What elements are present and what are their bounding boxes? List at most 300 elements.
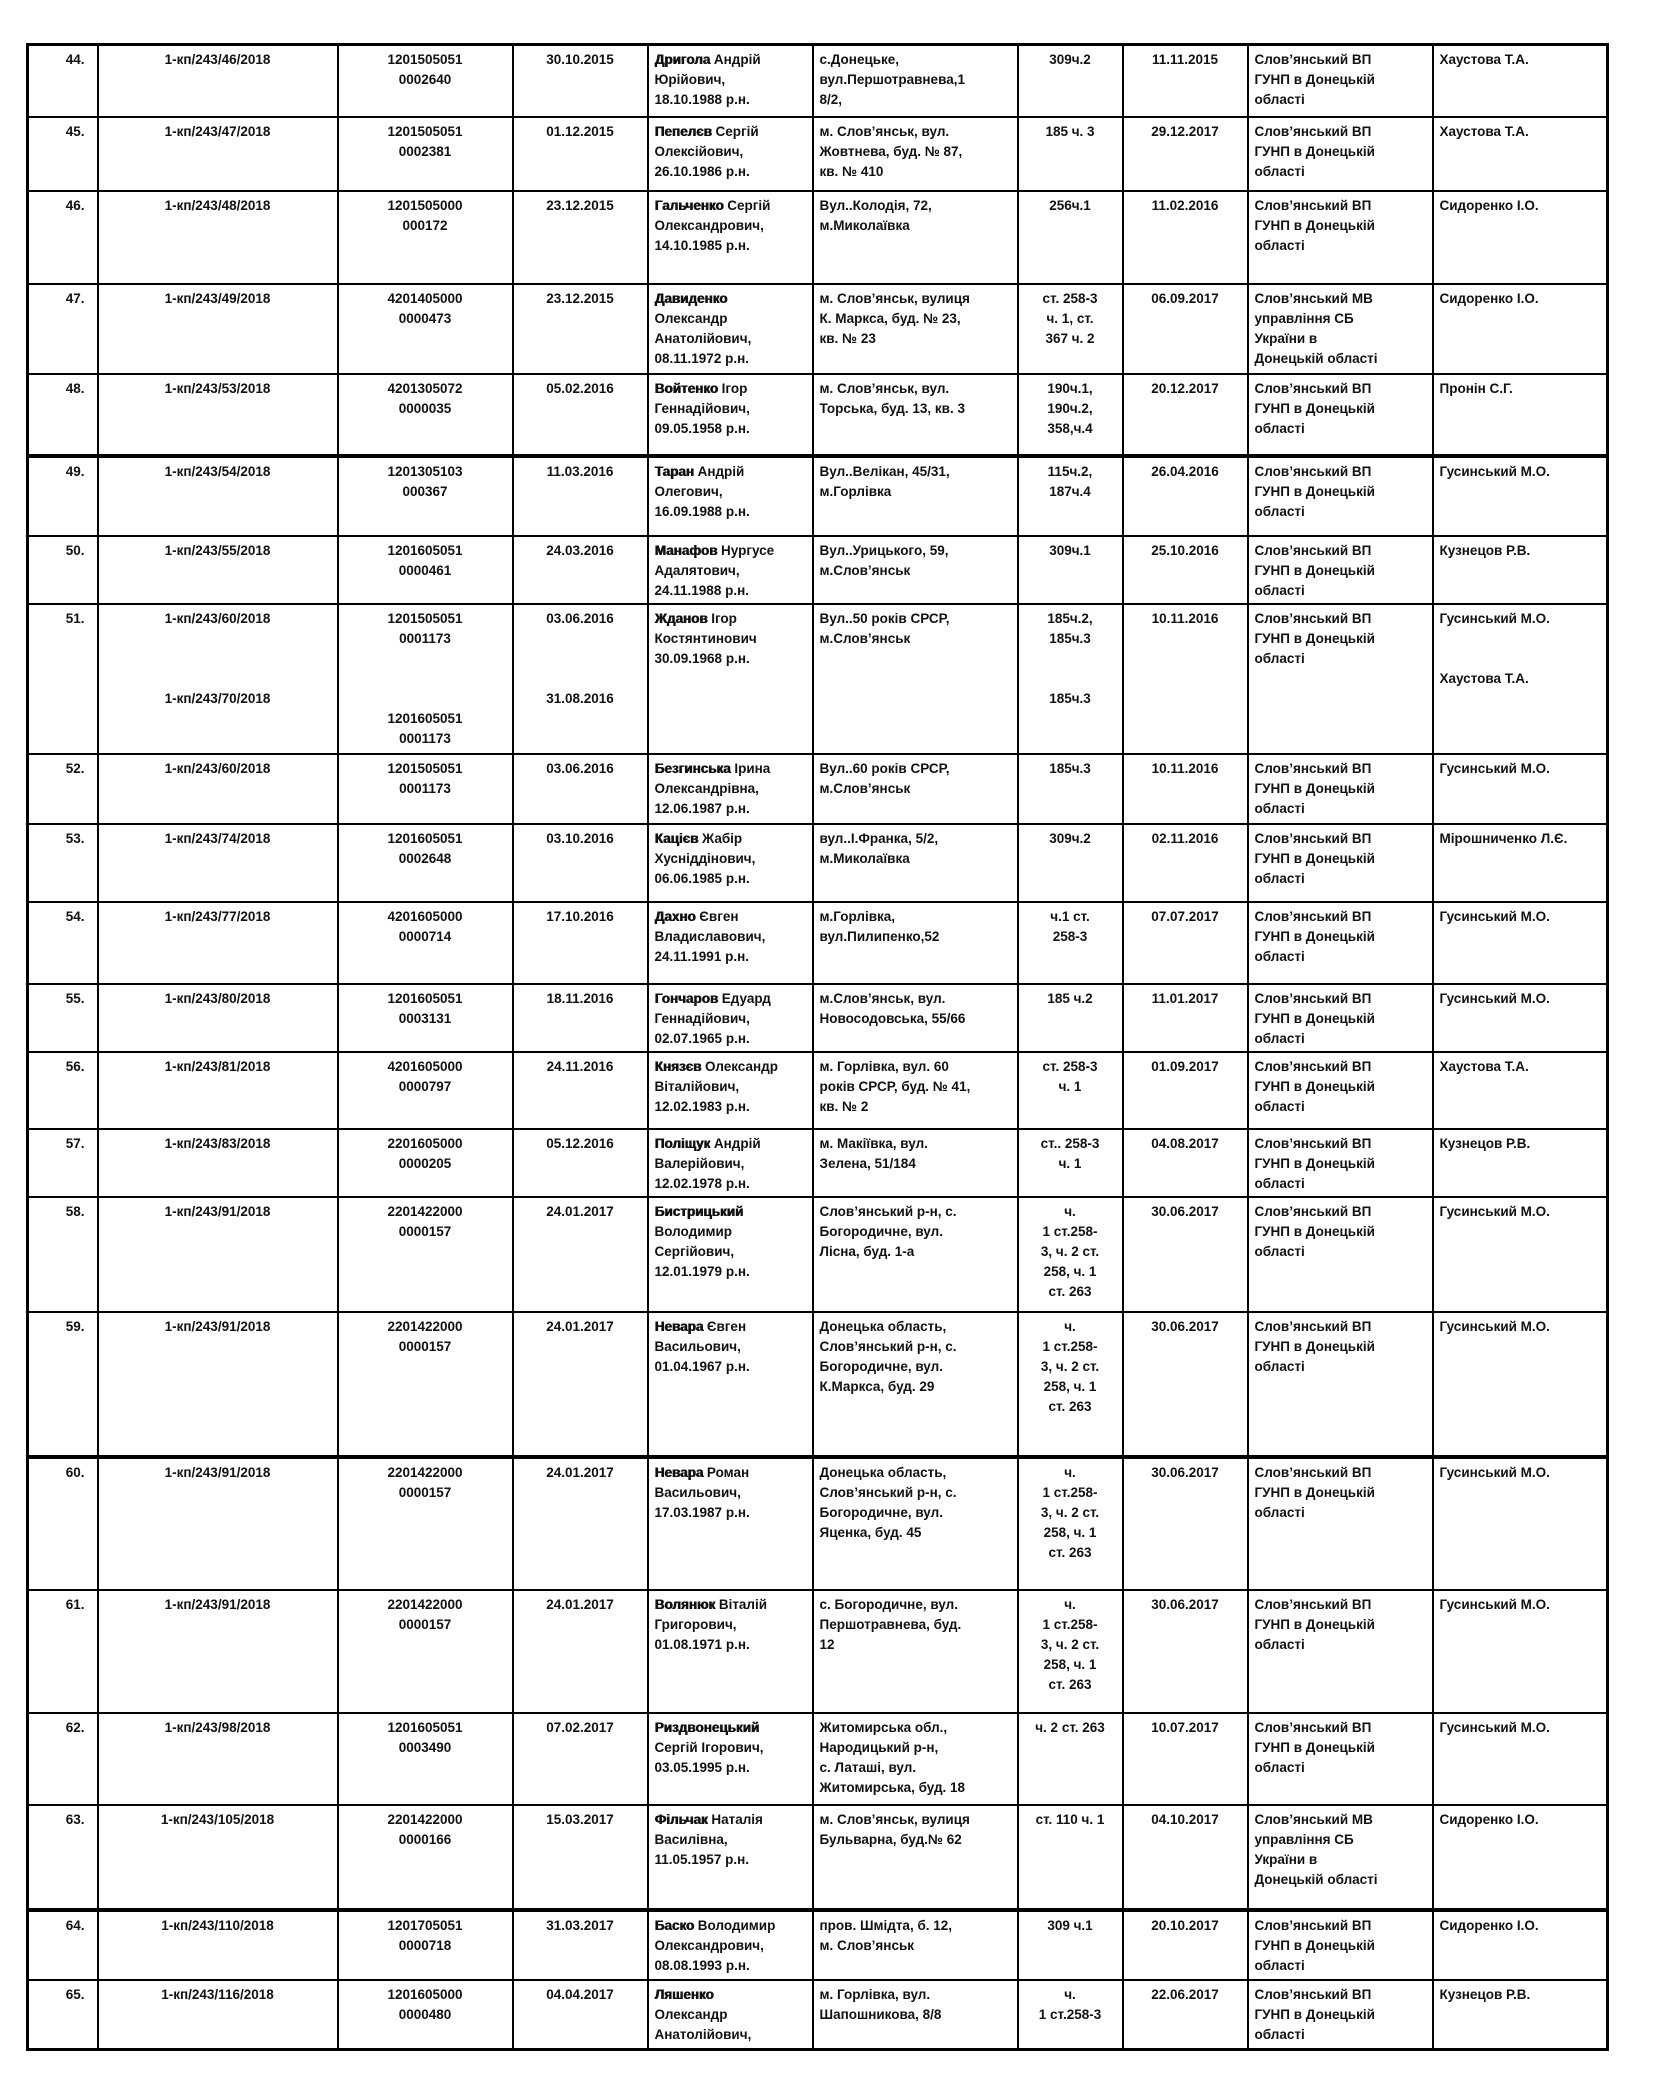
cell-authority xyxy=(1248,456,1433,536)
cell-row-number xyxy=(28,1052,98,1129)
cell-line: м. Макіївка, вул. xyxy=(819,1135,928,1151)
cell-line xyxy=(520,649,641,669)
cell-line: м. Слов’янськ, вулиця xyxy=(819,290,970,306)
cell-line: Мірошниченко Л.Є. xyxy=(1439,830,1568,846)
cell-erdr-number xyxy=(338,1805,513,1910)
cell-line: 309ч.1 xyxy=(1049,542,1091,558)
person-given-name: Жабір xyxy=(698,830,743,846)
cell-line: Віталійович, xyxy=(654,1078,740,1094)
cell-line: 0001173 xyxy=(399,730,451,746)
cell-line: Кузнецов Р.В. xyxy=(1439,1135,1531,1151)
cell-line: 01.08.1971 р.н. xyxy=(654,1636,750,1652)
cell-line: 000367 xyxy=(402,483,448,499)
cell-decision-date xyxy=(1123,456,1248,536)
row-number-text: 65. xyxy=(65,1986,85,2002)
cell-line: ГУНП в Донецькій xyxy=(1254,1078,1375,1094)
cell-articles xyxy=(1018,1197,1123,1312)
person-surname: Ляшенко xyxy=(654,1986,714,2002)
cell-line: 1201605051 xyxy=(387,990,463,1006)
cell-authority xyxy=(1248,1197,1433,1312)
cell-line: 185ч.2, xyxy=(1047,610,1093,626)
cell-case-number xyxy=(98,1129,338,1197)
cell-decision-date xyxy=(1123,902,1248,984)
cell-case-number xyxy=(98,902,338,984)
cell-erdr-number xyxy=(338,191,513,284)
table-row xyxy=(28,1052,1608,1129)
cell-line: 1201505000 xyxy=(387,197,463,213)
person-surname: Манафов xyxy=(654,542,718,558)
person-given-name: Сергій xyxy=(723,197,771,213)
cell-line: 30.06.2017 xyxy=(1151,1464,1219,1480)
cell-line: 1201705051 xyxy=(387,1917,463,1933)
person-given-name: Едуард xyxy=(718,990,771,1006)
cell-line: ст. 263 xyxy=(1048,1676,1092,1692)
cell-line: 20.10.2017 xyxy=(1151,1917,1219,1933)
cell-line: 18.10.1988 р.н. xyxy=(654,92,750,107)
cell-line: ст. 263 xyxy=(1048,1283,1092,1299)
row-number-text: 53. xyxy=(65,830,85,846)
cell-authority xyxy=(1248,1910,1433,1980)
person-surname: Дригола xyxy=(654,52,711,67)
cell-row-number xyxy=(28,604,98,754)
cell-line: 1-кп/243/91/2018 xyxy=(164,1464,271,1480)
cell-line: 185 ч. 3 xyxy=(1045,123,1095,139)
cell-line: 10.07.2017 xyxy=(1151,1719,1219,1735)
cell-erdr-number xyxy=(338,1713,513,1805)
cell-line xyxy=(655,989,806,1009)
cell-line: області xyxy=(1254,1098,1305,1114)
cell-registration-date xyxy=(513,1805,648,1910)
cell-line: 24.11.1991 р.н. xyxy=(654,948,749,964)
table-row xyxy=(28,984,1608,1052)
cell-registration-date xyxy=(513,374,648,456)
cell-line: 185ч.3 xyxy=(1049,630,1091,646)
cell-line: Слов’янський МВ xyxy=(1254,1811,1373,1827)
cell-line: 0000157 xyxy=(398,1484,452,1500)
cell-line: ч. 1 xyxy=(1058,1078,1082,1094)
cell-decision-date xyxy=(1123,1713,1248,1805)
cell-case-number xyxy=(98,45,338,117)
cell-authority xyxy=(1248,1805,1433,1910)
cell-line: 04.04.2017 xyxy=(546,1986,614,2002)
cell-investigator xyxy=(1433,604,1608,754)
cell-line: 1-кп/243/98/2018 xyxy=(164,1719,271,1735)
cell-line: області xyxy=(1254,1759,1305,1775)
cell-address xyxy=(813,117,1018,191)
cell-line: ст. 110 ч. 1 xyxy=(1035,1811,1105,1827)
cell-line: 1-кп/243/91/2018 xyxy=(164,1596,271,1612)
person-surname: Князєв xyxy=(654,1058,702,1074)
cell-row-number xyxy=(28,284,98,374)
cell-line xyxy=(345,689,506,709)
cell-address xyxy=(813,191,1018,284)
cell-decision-date xyxy=(1123,45,1248,117)
cell-line: 258, ч. 1 xyxy=(1043,1263,1097,1279)
cell-line: 0000473 xyxy=(398,310,452,326)
person-given-name: Ігор xyxy=(707,610,737,626)
cell-address xyxy=(813,45,1018,117)
cell-line: області xyxy=(1254,237,1305,253)
cell-line: Слов’янський р-н, с. xyxy=(819,1338,957,1354)
person-given-name: Євген xyxy=(695,908,739,924)
cell-address xyxy=(813,1052,1018,1129)
cell-line: 187ч.4 xyxy=(1049,483,1091,499)
cell-line: кв. № 410 xyxy=(819,163,884,179)
cell-line: 24.01.2017 xyxy=(546,1318,614,1334)
cell-person xyxy=(648,45,813,117)
cell-authority xyxy=(1248,1129,1433,1197)
cell-decision-date xyxy=(1123,1980,1248,2050)
cell-address xyxy=(813,1312,1018,1457)
cell-investigator xyxy=(1433,374,1608,456)
cell-decision-date xyxy=(1123,191,1248,284)
cell-line: Сергій Ігорович, xyxy=(654,1739,764,1755)
cell-line xyxy=(655,1057,806,1077)
cell-line: ГУНП в Донецькій xyxy=(1254,1155,1375,1171)
cell-line: 0000157 xyxy=(398,1616,452,1632)
person-given-name: Андрій xyxy=(693,463,745,479)
cell-registration-date xyxy=(513,754,648,824)
cell-erdr-number xyxy=(338,1312,513,1457)
cell-authority xyxy=(1248,824,1433,902)
cell-line: Слов’янський ВП xyxy=(1254,1058,1372,1074)
cell-line: Хаустова Т.А. xyxy=(1439,52,1529,67)
cell-decision-date xyxy=(1123,1590,1248,1713)
cell-line: Жовтнева, буд. № 87, xyxy=(819,143,963,159)
cell-decision-date xyxy=(1123,1129,1248,1197)
cell-line: Хаустова Т.А. xyxy=(1439,670,1529,686)
cell-registration-date xyxy=(513,824,648,902)
cell-line: 26.04.2016 xyxy=(1151,463,1219,479)
cell-line: 09.05.1958 р.н. xyxy=(654,420,750,436)
cell-line: 31.08.2016 xyxy=(546,690,614,706)
cell-line: 185 ч.2 xyxy=(1047,990,1093,1006)
cell-line: 14.10.1985 р.н. xyxy=(654,237,750,253)
cell-line: Сергійович, xyxy=(654,1243,735,1259)
cell-person xyxy=(648,604,813,754)
cell-investigator xyxy=(1433,1457,1608,1590)
cell-line: Богородичне, вул. xyxy=(819,1504,943,1520)
person-given-name: Нургусе xyxy=(717,542,775,558)
cell-decision-date xyxy=(1123,984,1248,1052)
cell-decision-date xyxy=(1123,284,1248,374)
cell-person xyxy=(648,984,813,1052)
cell-line: ч. xyxy=(1064,1318,1076,1334)
cell-row-number xyxy=(28,1590,98,1713)
cell-line: 3, ч. 2 ст. xyxy=(1040,1358,1100,1374)
row-number-text: 63. xyxy=(65,1811,85,1827)
cell-erdr-number xyxy=(338,1590,513,1713)
cell-line: області xyxy=(1254,1243,1305,1259)
cell-row-number xyxy=(28,984,98,1052)
cell-line: Гусинський М.О. xyxy=(1439,908,1550,924)
cell-decision-date xyxy=(1123,754,1248,824)
cell-line: ст. 263 xyxy=(1048,1398,1092,1414)
cell-line: 258, ч. 1 xyxy=(1043,1656,1097,1672)
cell-line xyxy=(1440,629,1601,649)
cell-line: 31.03.2017 xyxy=(546,1917,614,1933)
cell-line: 01.12.2015 xyxy=(546,123,614,139)
cell-line: 20.12.2017 xyxy=(1151,380,1219,396)
cell-line: 10.11.2016 xyxy=(1151,760,1219,776)
cell-line: ч.1 ст. xyxy=(1050,908,1090,924)
cell-line: 1-кп/243/47/2018 xyxy=(164,123,271,139)
cell-line: області xyxy=(1254,1504,1305,1520)
cell-line: ч. xyxy=(1064,1203,1076,1219)
cell-line: Слов’янський МВ xyxy=(1254,290,1373,306)
cell-line: 3, ч. 2 ст. xyxy=(1040,1504,1100,1520)
cell-line xyxy=(655,1317,806,1337)
cell-person xyxy=(648,536,813,604)
cell-case-number xyxy=(98,191,338,284)
cell-line: 12.06.1987 р.н. xyxy=(654,800,750,816)
cell-line: 22.06.2017 xyxy=(1151,1986,1219,2002)
cell-line xyxy=(655,289,806,309)
cell-address xyxy=(813,1197,1018,1312)
cell-line: 0001173 xyxy=(399,780,451,796)
cell-line: 15.03.2017 xyxy=(546,1811,614,1827)
cell-line: Слов’янський ВП xyxy=(1254,1596,1372,1612)
person-surname: Войтенко xyxy=(654,380,718,396)
cell-line: 1201605051 xyxy=(387,542,463,558)
cell-line: ГУНП в Донецькій xyxy=(1254,483,1375,499)
cell-person xyxy=(648,284,813,374)
cell-line: 0003131 xyxy=(398,1010,452,1026)
cell-registration-date xyxy=(513,1713,648,1805)
cell-line: 1201605051 xyxy=(387,1719,463,1735)
cell-line: м. Слов’янськ xyxy=(819,1937,915,1953)
cell-line: 24.01.2017 xyxy=(546,1203,614,1219)
cell-line: області xyxy=(1254,503,1305,519)
cell-line: Пронін С.Г. xyxy=(1439,380,1513,396)
cell-line: ГУНП в Донецькій xyxy=(1254,1338,1375,1354)
cell-line: 30.06.2017 xyxy=(1151,1596,1219,1612)
cell-line: 12.02.1978 р.н. xyxy=(654,1175,750,1191)
cell-line xyxy=(105,649,331,669)
cell-address xyxy=(813,284,1018,374)
cell-line: 11.01.2017 xyxy=(1151,990,1219,1006)
cell-line: 1-кп/243/81/2018 xyxy=(164,1058,271,1074)
cell-line xyxy=(655,1916,806,1936)
cell-line: м.Слов’янськ, вул. xyxy=(819,990,946,1006)
cell-authority xyxy=(1248,1590,1433,1713)
cell-line: управління СБ xyxy=(1254,310,1354,326)
cell-line: Бульварна, буд.№ 62 xyxy=(819,1831,962,1847)
cell-line: Гусинський М.О. xyxy=(1439,463,1550,479)
cell-line: Адалятович, xyxy=(654,562,740,578)
cell-line xyxy=(655,1985,806,2005)
cell-investigator xyxy=(1433,45,1608,117)
cell-line: 1-кп/243/48/2018 xyxy=(164,197,271,213)
cell-line: Донецькій області xyxy=(1254,350,1378,366)
cell-case-number xyxy=(98,284,338,374)
cell-line: 1201605051 xyxy=(387,710,463,726)
table-row xyxy=(28,117,1608,191)
cell-line: 0000205 xyxy=(398,1155,452,1171)
cell-line: ГУНП в Донецькій xyxy=(1254,1937,1375,1953)
cell-decision-date xyxy=(1123,1910,1248,1980)
cell-investigator xyxy=(1433,1713,1608,1805)
cell-line: 06.09.2017 xyxy=(1151,290,1219,306)
cell-address xyxy=(813,1910,1018,1980)
cell-decision-date xyxy=(1123,536,1248,604)
row-number-text: 44. xyxy=(65,52,85,67)
cell-articles xyxy=(1018,45,1123,117)
cell-line: 01.09.2017 xyxy=(1151,1058,1219,1074)
cell-investigator xyxy=(1433,117,1608,191)
cell-case-number xyxy=(98,117,338,191)
cell-line xyxy=(520,629,641,649)
cell-erdr-number xyxy=(338,117,513,191)
cell-line: м.Миколаївка xyxy=(819,217,910,233)
cell-registration-date xyxy=(513,1590,648,1713)
cell-case-number xyxy=(98,1805,338,1910)
cell-line: Анатолійович, xyxy=(654,2026,752,2042)
table-row xyxy=(28,374,1608,456)
cell-authority xyxy=(1248,1713,1433,1805)
cell-line: м.Горлівка xyxy=(819,483,892,499)
cell-line: Гусинський М.О. xyxy=(1439,610,1550,626)
table-row xyxy=(28,824,1608,902)
cell-line: 185ч.3 xyxy=(1049,760,1091,776)
cell-registration-date xyxy=(513,45,648,117)
cell-line: с. Богородичне, вул. xyxy=(819,1596,958,1612)
person-surname: Фільчак xyxy=(654,1811,708,1827)
cell-line: Слов’янський ВП xyxy=(1254,542,1372,558)
cell-line: 0000157 xyxy=(398,1338,452,1354)
cell-line: 23.12.2015 xyxy=(546,197,614,213)
cell-line: Слов’янський р-н, с. xyxy=(819,1203,957,1219)
cell-line: Першотравнева, буд. xyxy=(819,1616,962,1632)
cell-row-number xyxy=(28,456,98,536)
table-row xyxy=(28,1457,1608,1590)
cell-line: 08.08.1993 р.н. xyxy=(654,1957,750,1973)
cell-line: Слов’янський ВП xyxy=(1254,463,1372,479)
cell-line: 2201422000 xyxy=(387,1318,463,1334)
person-surname: Таран xyxy=(654,463,694,479)
table-row xyxy=(28,45,1608,117)
cell-line: ч. 1, ст. xyxy=(1046,310,1094,326)
cell-line: Гусинський М.О. xyxy=(1439,1318,1550,1334)
cell-line: Слов’янський ВП xyxy=(1254,1135,1372,1151)
cell-line: 1-кп/243/55/2018 xyxy=(164,542,271,558)
cell-line: 24.03.2016 xyxy=(546,542,614,558)
person-surname: Пепелєв xyxy=(654,123,712,139)
cell-line xyxy=(345,649,506,669)
cell-case-number xyxy=(98,456,338,536)
cell-line: ГУНП в Донецькій xyxy=(1254,143,1375,159)
cell-line: 26.10.1986 р.н. xyxy=(654,163,750,179)
cell-row-number xyxy=(28,902,98,984)
cell-line xyxy=(655,1463,806,1483)
person-given-name: Євген xyxy=(703,1318,747,1334)
person-surname: Жданов xyxy=(654,610,708,626)
cell-investigator xyxy=(1433,191,1608,284)
cell-line: ГУНП в Донецькій xyxy=(1254,1739,1375,1755)
cell-line: 1-кп/243/116/2018 xyxy=(161,1986,274,2002)
cell-line: 05.12.2016 xyxy=(546,1135,614,1151)
cell-erdr-number xyxy=(338,1129,513,1197)
person-surname: Дахно xyxy=(654,908,696,924)
cell-authority xyxy=(1248,1312,1433,1457)
cell-line: 24.01.2017 xyxy=(546,1596,614,1612)
cell-line: 03.05.1995 р.н. xyxy=(654,1759,750,1775)
person-surname: Риздвонецький xyxy=(654,1719,760,1735)
cell-line: управління СБ xyxy=(1254,1831,1354,1847)
table-row xyxy=(28,1312,1608,1457)
cell-line: м.Слов’янськ xyxy=(819,630,911,646)
person-surname: Невара xyxy=(654,1464,704,1480)
row-number-text: 52. xyxy=(65,760,85,776)
cell-line: 17.10.2016 xyxy=(546,908,614,924)
cell-address xyxy=(813,1713,1018,1805)
cell-line: Григорович, xyxy=(654,1616,737,1632)
person-surname: Волянюк xyxy=(654,1596,716,1612)
cell-investigator xyxy=(1433,1312,1608,1457)
cell-registration-date xyxy=(513,1197,648,1312)
cell-line: 03.06.2016 xyxy=(546,760,614,776)
table-row xyxy=(28,754,1608,824)
cell-line: Слов’янський ВП xyxy=(1254,52,1372,67)
cell-line: 02.11.2016 xyxy=(1151,830,1219,846)
table-row xyxy=(28,284,1608,374)
cell-line: 0000714 xyxy=(398,928,452,944)
cell-line: Яценка, буд. 45 xyxy=(819,1524,922,1540)
cell-erdr-number xyxy=(338,1197,513,1312)
cell-authority xyxy=(1248,604,1433,754)
cell-line: області xyxy=(1254,1358,1305,1374)
cell-erdr-number xyxy=(338,604,513,754)
cell-articles xyxy=(1018,1805,1123,1910)
cell-line: 12.02.1983 р.н. xyxy=(654,1098,750,1114)
cell-line: м. Горлівка, вул. xyxy=(819,1986,931,2002)
cell-line: 0003490 xyxy=(398,1739,452,1755)
cell-row-number xyxy=(28,45,98,117)
cell-line: 30.06.2017 xyxy=(1151,1203,1219,1219)
table-row xyxy=(28,1980,1608,2050)
table-row xyxy=(28,1590,1608,1713)
cell-authority xyxy=(1248,536,1433,604)
cell-articles xyxy=(1018,902,1123,984)
cell-line: 1-кп/243/110/2018 xyxy=(161,1917,274,1933)
cell-authority xyxy=(1248,45,1433,117)
cell-line: м.Миколаївка xyxy=(819,850,910,866)
cell-erdr-number xyxy=(338,902,513,984)
cell-line: 30.09.1968 р.н. xyxy=(654,650,750,666)
cell-line: Васильович, xyxy=(654,1338,741,1354)
cell-registration-date xyxy=(513,1910,648,1980)
cell-line: Гусинський М.О. xyxy=(1439,1464,1550,1480)
cell-line: 0002648 xyxy=(398,850,452,866)
person-given-name: Віталій xyxy=(715,1596,768,1612)
cell-line: ст. 258-3 xyxy=(1042,290,1098,306)
cell-line: 190ч.2, xyxy=(1047,400,1093,416)
court-cases-register-table xyxy=(26,43,1609,2051)
cell-line: 190ч.1, xyxy=(1047,380,1093,396)
cell-line: Слов’янський ВП xyxy=(1254,908,1372,924)
cell-case-number xyxy=(98,374,338,456)
cell-line: К.Маркса, буд. 29 xyxy=(819,1378,935,1394)
cell-line: Кузнецов Р.В. xyxy=(1439,542,1531,558)
cell-erdr-number xyxy=(338,754,513,824)
cell-person xyxy=(648,374,813,456)
cell-line: 4201605000 xyxy=(387,908,463,924)
table-row xyxy=(28,456,1608,536)
cell-line: 1 ст.258- xyxy=(1042,1338,1098,1354)
cell-authority xyxy=(1248,1052,1433,1129)
cell-line: області xyxy=(1254,1030,1305,1046)
cell-line: ст.. 258-3 xyxy=(1040,1135,1100,1151)
